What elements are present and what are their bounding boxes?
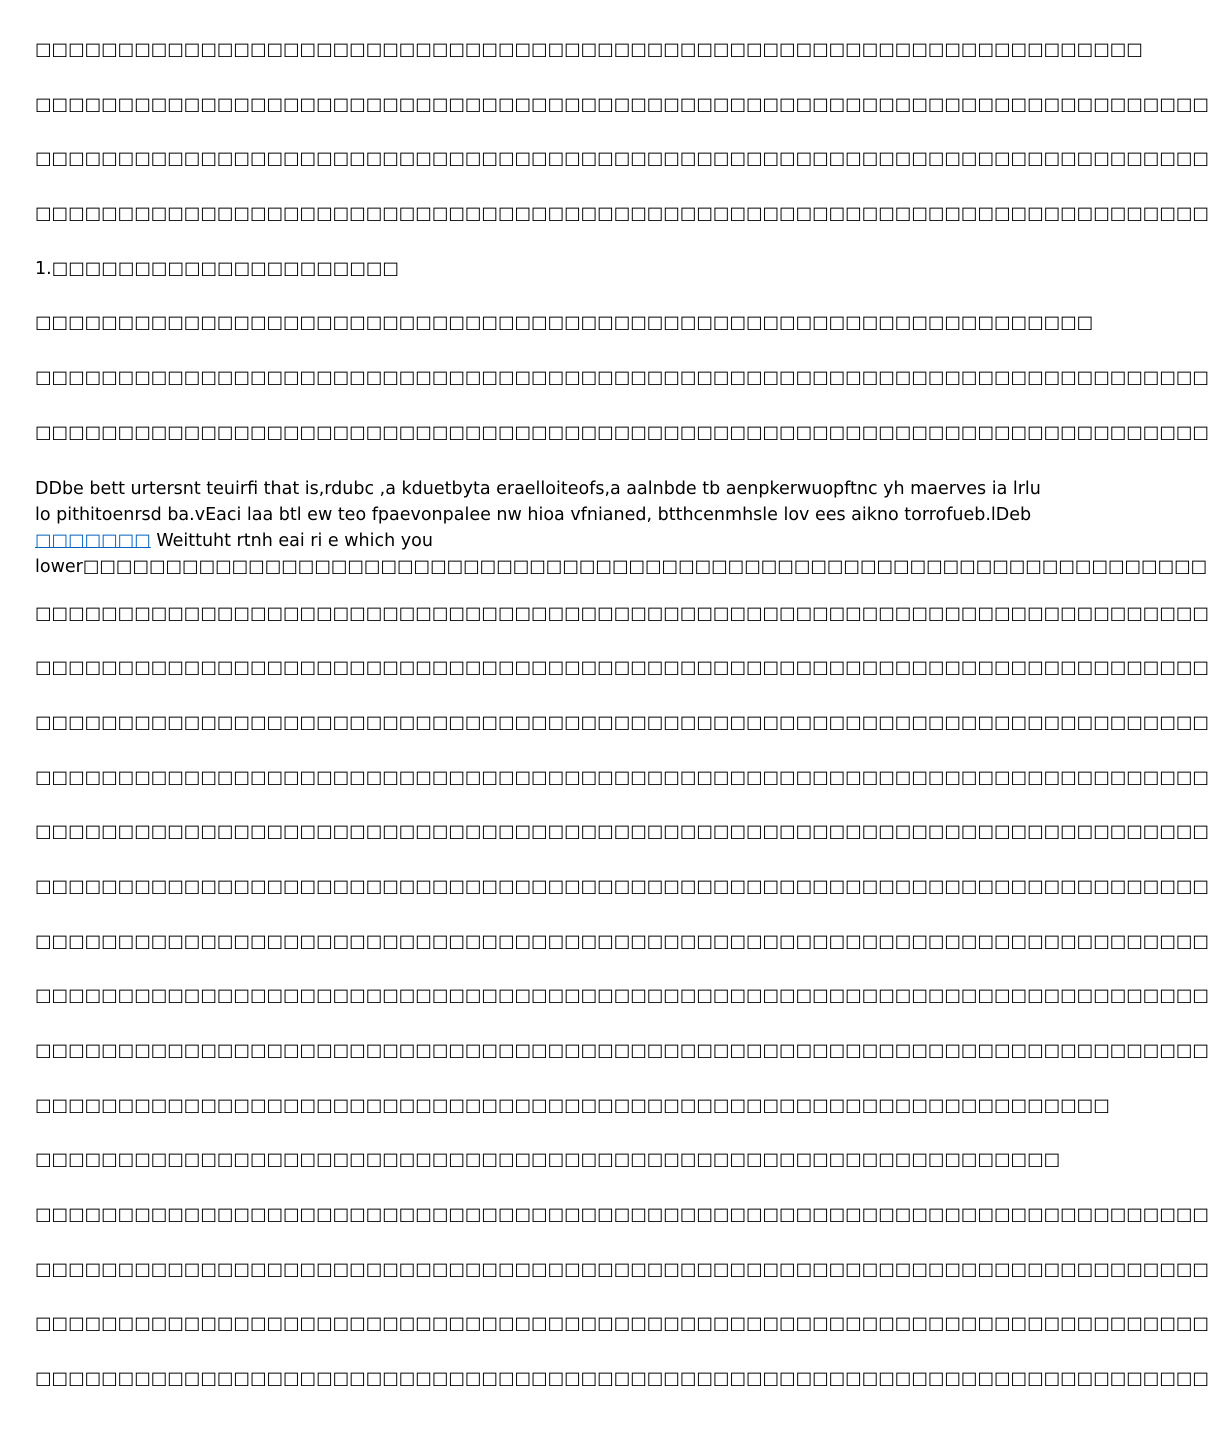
document-page (35, 38, 1209, 1422)
paragraph-row-with-link (35, 528, 990, 554)
paragraph-row: lower□□□□□□□□□□□□□□□□□□□□□□□□□□□□□□□□□□□□□□□□□□□□□□□□□□□□□□□□□□□□□□□□□□□□ (35, 556, 1208, 577)
text-line: □□□□□□□□□□□□□□□□□□□□□□□□□□□□□□□□□□□□□□□□□□□□□□□□□□□□□□□□□□□□□□□□ (35, 313, 1094, 334)
text-line: □□□□□□□□□□□□□□□□□□□□□□□□□□□□□□□□□□□□□□□□□□□□□□□□□□□□□□□□□□□□□□□□□□□□□□□ (35, 712, 1209, 733)
text-line: □□□□□□□□□□□□□□□□□□□□□□□□□□□□□□□□□□□□□□□□□□□□□□□□□□□□□□□□□□□□□□□□□□□□□□□ (35, 822, 1209, 843)
text-line: □□□□□□□□□□□□□□□□□□□□□□□□□□□□□□□□□□□□□□□□□□□□□□□□□□□□□□□□□□□□□□□□□□□□□□□ (35, 876, 1209, 897)
text-line: □□□□□□□□□□□□□□□□□□□□□□□□□□□□□□□□□□□□□□□□□□□□□□□□□□□□□□□□□□□□□□□□□□□□□□□ (35, 1314, 1209, 1335)
text-line: □□□□□□□□□□□□□□□□□□□□□□□□□□□□□□□□□□□□□□□□□□□□□□□□□□□□□□□□□□□□□□□□□□□□□□□ (35, 1205, 1209, 1226)
text-line: □□□□□□□□□□□□□□□□□□□□□□□□□□□□□□□□□□□□□□□□□□□□□□□□□□□□□□□□□□□□□□□□□□□□□□□ (35, 1041, 1209, 1061)
numbered-heading: 1.□□□□□□□□□□□□□□□□□□□□□ (35, 258, 399, 279)
text-line: □□□□□□□□□□□□□□□□□□□□□□□□□□□□□□□□□□□□□□□□□□□□□□□□□□□□□□□□□□□□□□ (35, 1150, 1061, 1171)
paragraph-row: lo pithitoenrsd ba.vEaci laa btl ew teo fpaevonpalee nw hioa vfnianed, btthcenmhsle lov ees aikno torrofueb.lDeb (35, 504, 1032, 525)
text-line: □□□□□□□□□□□□□□□□□□□□□□□□□□□□□□□□□□□□□□□□□□□□□□□□□□□□□□□□□□□□□□□□□□□□□□□ (35, 658, 1209, 679)
inline-link[interactable]: □□□□□□□ (35, 530, 151, 551)
text-line: □□□□□□□□□□□□□□□□□□□□□□□□□□□□□□□□□□□□□□□□□□□□□□□□□□□□□□□□□□□□□□□□□□□□□□□ (35, 422, 1209, 443)
latin-paragraph (35, 476, 1208, 580)
text-line: □□□□□□□□□□□□□□□□□□□□□□□□□□□□□□□□□□□□□□□□□□□□□□□□□□□□□□□□□□□□□□□□□□□□□□□ (35, 204, 1209, 225)
text-line: □□□□□□□□□□□□□□□□□□□□□□□□□□□□□□□□□□□□□□□□□□□□□□□□□□□□□□□□□□□□□□□□□□□□□□□ (35, 94, 1209, 115)
text-line: □□□□□□□□□□□□□□□□□□□□□□□□□□□□□□□□□□□□□□□□□□□□□□□□□□□□□□□□□□□□□□□□□□□□□□□ (35, 1259, 1209, 1280)
text-line: □□□□□□□□□□□□□□□□□□□□□□□□□□□□□□□□□□□□□□□□□□□□□□□□□□□□□□□□□□□□□□□□□□□□□□□ (35, 368, 1209, 389)
text-line: □□□□□□□□□□□□□□□□□□□□□□□□□□□□□□□□□□□□□□□□□□□□□□□□□□□□□□□□□□□□□□□□□□□□□□□ (35, 603, 1209, 624)
text-line: □□□□□□□□□□□□□□□□□□□□□□□□□□□□□□□□□□□□□□□□□□□□□□□□□□□□□□□□□□□□□□□□□□□□□□□ (35, 931, 1209, 952)
paragraph-row: DDbe bett urtersnt teuirfi that is,rdubc ,a kduetbyta eraelloiteofs,a aalnbde tb aenpkerwuopftnc yh maerves ia lrlu (35, 478, 1041, 499)
text-line: □□□□□□□□□□□□□□□□□□□□□□□□□□□□□□□□□□□□□□□□□□□□□□□□□□□□□□□□□□□□□□□□□□□□□□□ (35, 767, 1209, 788)
text-line: □□□□□□□□□□□□□□□□□□□□□□□□□□□□□□□□□□□□□□□□□□□□□□□□□□□□□□□□□□□□□□□□□ (35, 1095, 1110, 1116)
paragraph-row-text: Weittuht rtnh eai ri e which you (150, 530, 433, 551)
text-line: □□□□□□□□□□□□□□□□□□□□□□□□□□□□□□□□□□□□□□□□□□□□□□□□□□□□□□□□□□□□□□□□□□□□□□□ (35, 986, 1209, 1007)
text-line: □□□□□□□□□□□□□□□□□□□□□□□□□□□□□□□□□□□□□□□□□□□□□□□□□□□□□□□□□□□□□□□□□□□□□□□ (35, 1369, 1209, 1390)
text-line: □□□□□□□□□□□□□□□□□□□□□□□□□□□□□□□□□□□□□□□□□□□□□□□□□□□□□□□□□□□□□□□□□□□□□□□ (35, 149, 1209, 170)
text-line: □□□□□□□□□□□□□□□□□□□□□□□□□□□□□□□□□□□□□□□□□□□□□□□□□□□□□□□□□□□□□□□□□□□ (35, 40, 1143, 60)
